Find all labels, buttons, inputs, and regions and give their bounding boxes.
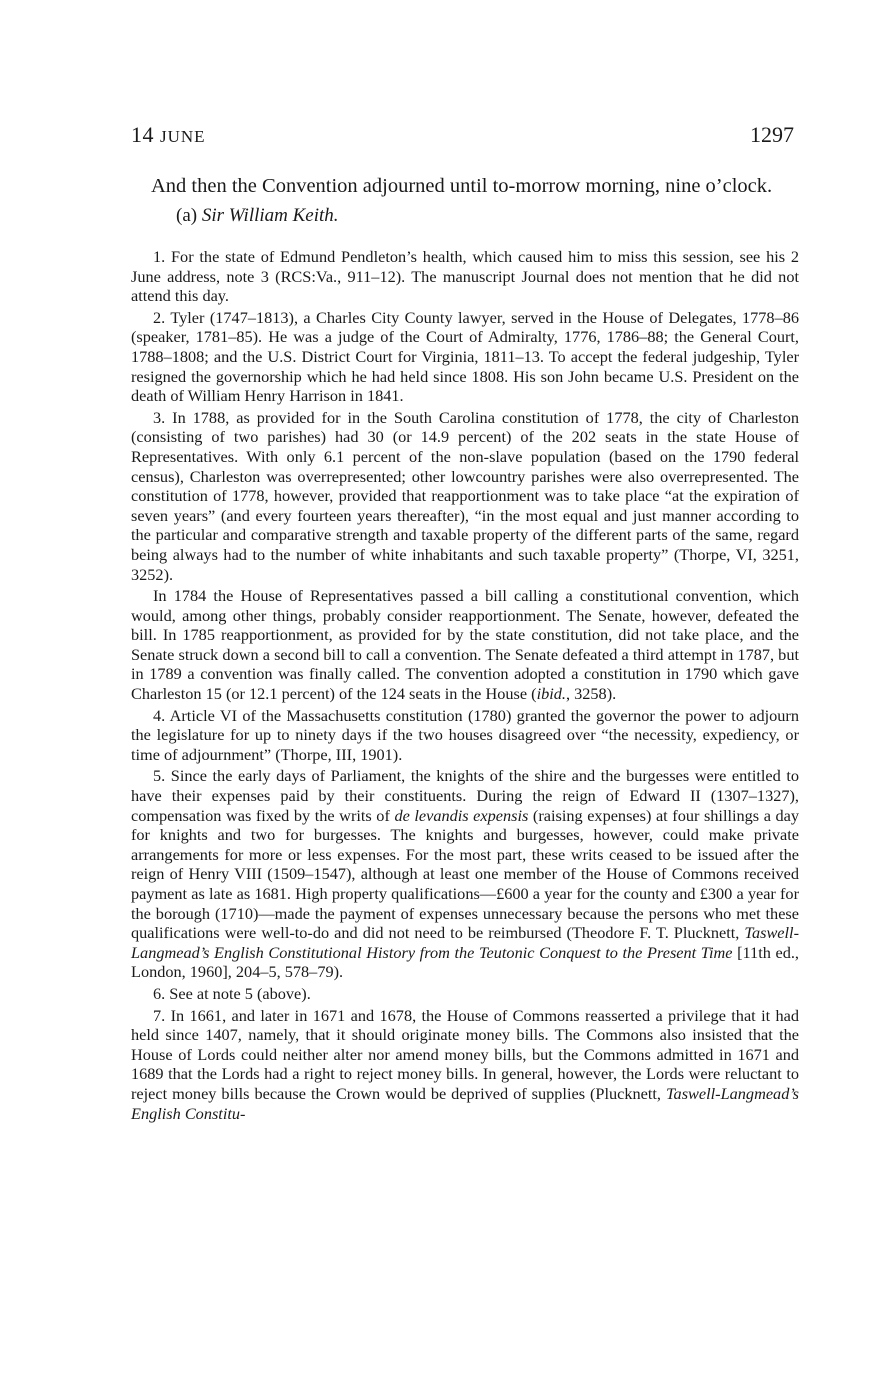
signature-marker: (a) — [176, 205, 202, 226]
footnote-italic: de levandis expensis — [394, 805, 529, 825]
body-text — [131, 172, 799, 1125]
footnote-text: [11th ed., London, 1960], 204–5, 578–79). — [131, 942, 799, 982]
footnote-italic: Taswell-Langmead’s English Constitu- — [131, 1083, 799, 1123]
page-number: 1297 — [750, 122, 794, 147]
footnote-italic: Taswell-Langmead’s English Constitutional History from the Teutonic Conquest to the Present Time — [131, 923, 799, 962]
footnote-text: (raising expenses) at four shillings a day for knights and two for burgesses. The knights and burgesses, however, could make private arrangements for more or less expenses. For the most part, these writs ceased to be issued after the reign of Henry VIII (1509–1547), although at least one member of the House of Commons received payment as late as 1681. High property qualifications—£600 a year for the county and £300 a year for the borough (1710)—made the payment of expenses unnecessary because the persons who met these qualifications were well-to-do and did not need to be reimbursed (Theodore F. T. Plucknett, — [131, 805, 799, 943]
running-head-month: JUNE — [160, 127, 206, 146]
page-header — [131, 122, 794, 152]
footnote-text: 7. In 1661, and later in 1671 and 1678, the House of Commons reasserted a privilege that it had held since 1407, namely, that it should originate money bills. The Commons also insisted that the House of Lords could neither alter nor amend money bills, but the Commons admitted in 1671 and 1689 that the Lords had a right to reject money bills. In general, however, the Lords were reluctant to reject money bills because the Crown would be deprived of supplies (Plucknett, — [131, 1005, 799, 1103]
footnote-4 — [131, 706, 799, 765]
footnote-7 — [131, 1006, 799, 1124]
signature-name: Sir William Keith. — [201, 205, 339, 226]
signature-line — [176, 201, 799, 231]
footnote-6 — [131, 984, 799, 1004]
footnote-text: In 1784 the House of Representatives passed a bill calling a constitutional convention, which would, among other things, probably consider reapportionment. The Senate, however, defeated the bill. In 1785 reapportionment, as provided for by the state constitution, did not take place, and the Senate struck down a second bill to call a convention. The Senate defeated a third attempt in 1787, but in 1789 a convention was finally called. The convention adopted a constitution in 1790 which gave Charleston 15 (or 12.1 percent) of the 124 seats in the House ( — [131, 586, 799, 704]
footnote-text: 5. Since the early days of Parliament, the knights of the shire and the burgesses were entitled to have their expenses paid by their constituents. During the reign of Edward II (1307–1327), compensation was fixed by the writs of — [131, 766, 799, 825]
footnote-2 — [131, 308, 799, 406]
footnote-5 — [131, 766, 799, 982]
footnote-1 — [131, 247, 799, 306]
footnote-text: 2. Tyler (1747–1813), a Charles City County lawyer, served in the House of Delegates, 1778–86 (speaker, 1781–85). He was a judge of the Court of Admiralty, 1776, 1786–88; the General Court, 1788–1808; and the U.S. District Court for Virginia, 1811–13. To accept the federal judgeship, Tyler resigned the governorship which he had held since 1808. His son John became U.S. President on the death of William Henry Harrison in 1841. — [131, 307, 799, 406]
running-head-day: 14 — [131, 122, 160, 147]
footnote-text: , 3258). — [565, 684, 617, 704]
adjournment-statement: And then the Convention adjourned until to-morrow morning, nine o’clock. — [151, 175, 773, 197]
footnote-italic: ibid. — [536, 684, 566, 704]
footnote-text: 1. For the state of Edmund Pendleton’s health, which caused him to miss this session, see his 2 June address, note 3 (RCS:Va., 911–12). The manuscript Journal does not mention that he did not attend this day. — [131, 247, 799, 306]
running-head — [131, 122, 206, 148]
footnotes — [131, 247, 799, 1123]
footnote-text: 3. In 1788, as provided for in the South Carolina constitution of 1778, the city of Charleston (consisting of two parishes) had 30 (or 14.9 percent) of the 202 seats in the state House of Representatives. With only 6.1 percent of the non-slave population (based on the 1790 federal census), Charleston was overrepresented; other lowcountry parishes were also overrepresented. The constitution of 1778, however, provided that reapportionment was to take place “at the expiration of seven years” (and every fourteen years thereafter), “in the most equal and just manner according to the particular and comparative strength and taxable property of the different parts of the same, regard being always had to the number of white inhabitants and such taxable property” (Thorpe, VI, 3251, 3252). — [131, 407, 799, 584]
footnote-3 — [131, 408, 799, 584]
footnote-3-continued — [131, 586, 799, 704]
footnote-text: 6. See at note 5 (above). — [153, 983, 311, 1003]
footnote-text: 4. Article VI of the Massachusetts constitution (1780) granted the governor the power to adjourn the legislature for up to ninety days if the two houses disagreed over “the necessity, expediency, or time of adjournment” (Thorpe, III, 1901). — [131, 705, 799, 764]
